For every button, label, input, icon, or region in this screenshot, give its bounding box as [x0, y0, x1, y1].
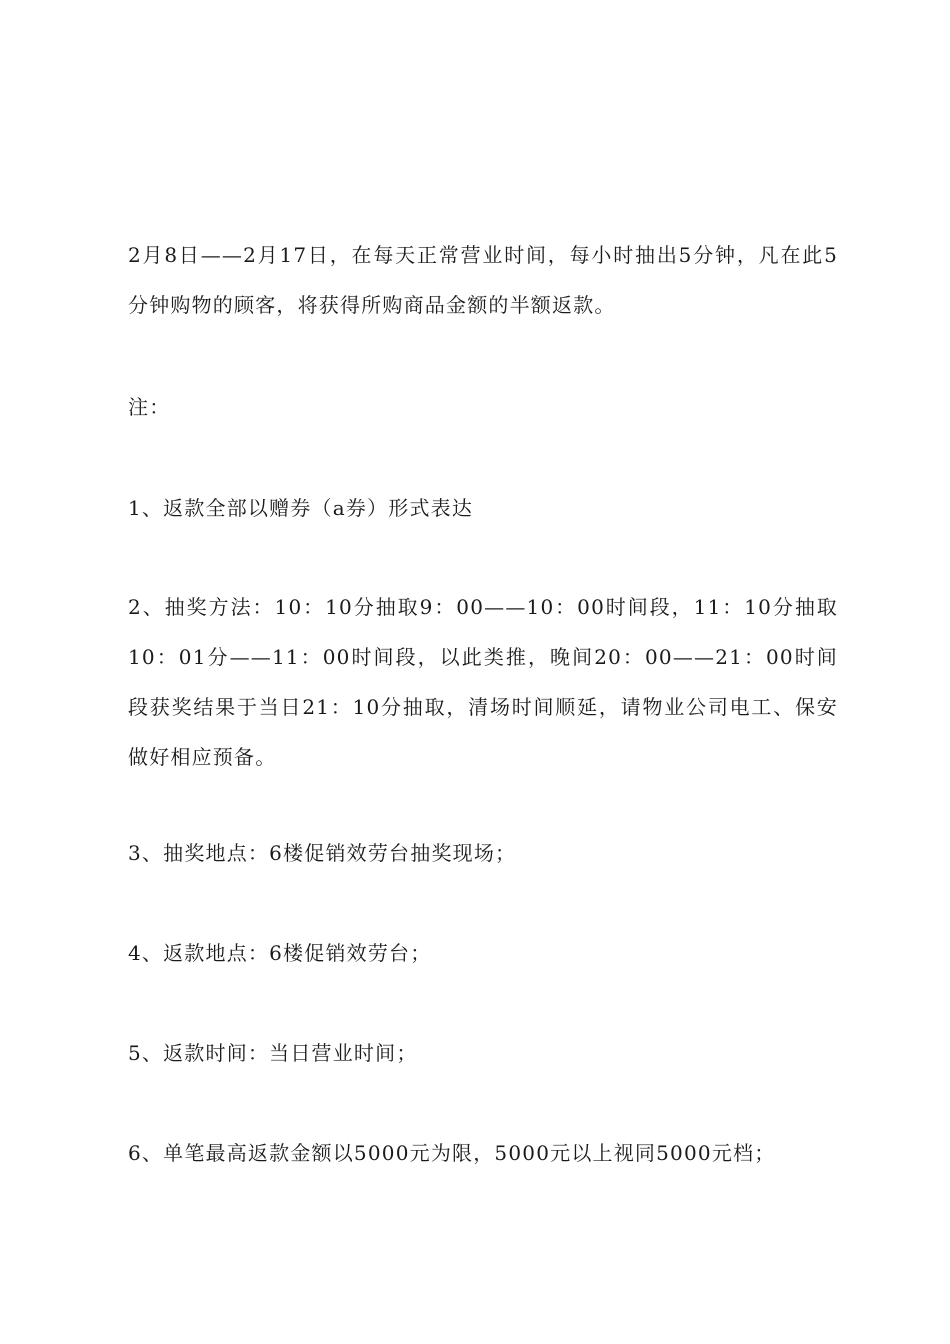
note-item-4: 4、返款地点：6楼促销效劳台； — [128, 941, 432, 965]
intro-paragraph: 2月8日——2月17日，在每天正常营业时间，每小时抽出5分钟，凡在此5分钟购物的顾客，将获得所购商品金额的半额返款。 — [128, 243, 838, 317]
note-item-2: 2、抽奖方法：10：10分抽取9：00——10：00时间段，11：10分抽取10：01分——11：00时间段，以此类推，晚间20：00——21：00时间段获奖结果于当日21：10分抽取，清场时间顺延，请物业公司电工、保安做好相应预备。 — [128, 595, 838, 769]
note-item-5: 5、返款时间：当日营业时间； — [128, 1041, 418, 1065]
note-label: 注： — [128, 395, 171, 419]
note-item-3: 3、抽奖地点：6楼促销效劳台抽奖现场； — [128, 841, 517, 865]
note-item-6: 6、单笔最高返款金额以5000元为限，5000元以上视同5000元档； — [128, 1141, 776, 1165]
note-item-1: 1、返款全部以赠券（a券）形式表达 — [128, 496, 474, 520]
